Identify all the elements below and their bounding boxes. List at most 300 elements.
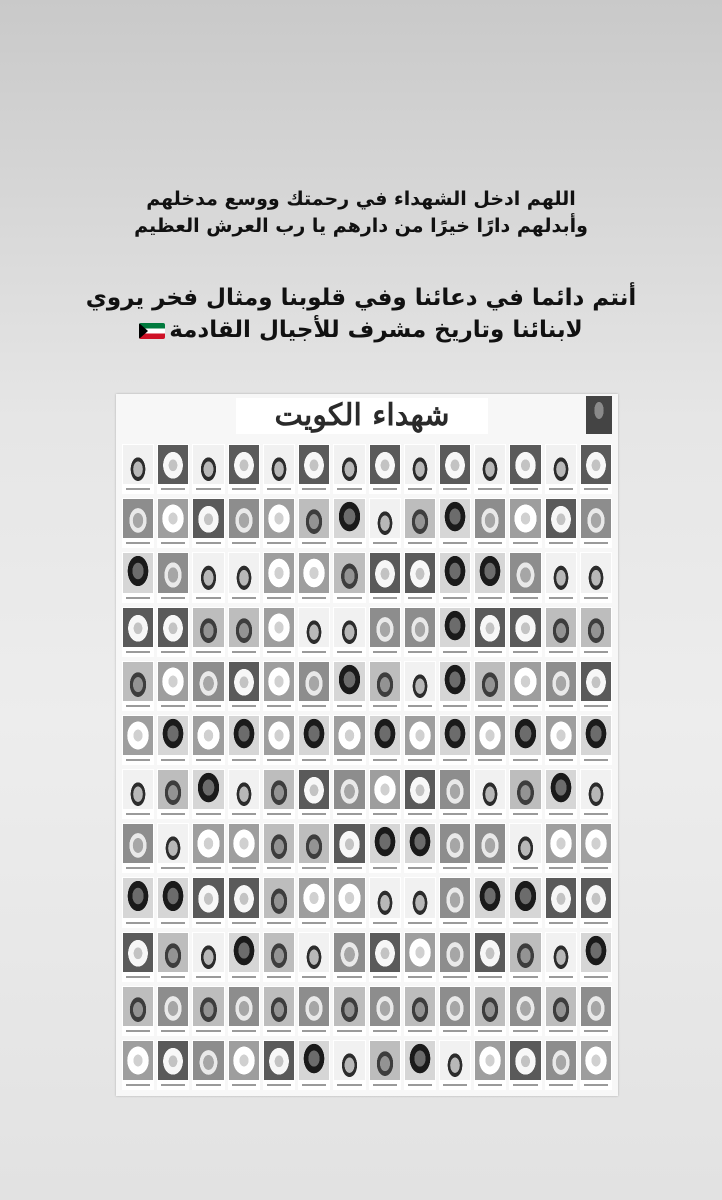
portrait-photo <box>264 499 294 538</box>
portrait-name-caption <box>443 542 467 544</box>
portrait-photo <box>299 608 329 647</box>
martyr-portrait <box>157 1040 189 1090</box>
martyrs-photo-grid <box>122 444 612 1090</box>
martyr-portrait <box>263 661 295 711</box>
portrait-photo <box>546 933 576 972</box>
tribute-line-2 <box>0 314 722 346</box>
martyr-portrait <box>263 498 295 548</box>
martyr-portrait <box>509 715 541 765</box>
portrait-name-caption <box>196 597 220 599</box>
portrait-name-caption <box>337 922 361 924</box>
portrait-name-caption <box>513 488 537 490</box>
martyr-portrait <box>298 823 330 873</box>
martyr-portrait <box>298 444 330 494</box>
portrait-photo <box>229 662 259 701</box>
portrait-name-caption <box>549 597 573 599</box>
portrait-photo <box>193 553 223 592</box>
martyr-portrait <box>439 552 471 602</box>
portrait-photo <box>405 499 435 538</box>
portrait-name-caption <box>549 922 573 924</box>
portrait-photo <box>229 445 259 484</box>
portrait-name-caption <box>161 705 185 707</box>
portrait-name-caption <box>267 813 291 815</box>
martyr-portrait <box>333 607 365 657</box>
portrait-photo <box>546 445 576 484</box>
martyr-portrait <box>439 607 471 657</box>
martyr-portrait <box>157 932 189 982</box>
martyr-portrait <box>333 552 365 602</box>
portrait-photo <box>123 445 153 484</box>
portrait-name-caption <box>408 597 432 599</box>
martyr-portrait <box>333 877 365 927</box>
tribute-caption <box>0 282 722 346</box>
portrait-photo <box>299 878 329 917</box>
portrait-photo <box>510 608 540 647</box>
martyr-portrait <box>580 932 612 982</box>
martyr-portrait <box>192 986 224 1036</box>
portrait-photo <box>229 1041 259 1080</box>
martyr-portrait <box>192 444 224 494</box>
portrait-photo <box>299 824 329 863</box>
portrait-name-caption <box>373 651 397 653</box>
martyr-portrait <box>228 986 260 1036</box>
portrait-photo <box>475 824 505 863</box>
portrait-name-caption <box>443 759 467 761</box>
portrait-photo <box>334 716 364 755</box>
portrait-photo <box>440 716 470 755</box>
martyr-portrait <box>474 986 506 1036</box>
portrait-name-caption <box>267 597 291 599</box>
martyr-portrait <box>298 1040 330 1090</box>
portrait-photo <box>299 716 329 755</box>
portrait-photo <box>334 662 364 701</box>
martyr-portrait <box>580 986 612 1036</box>
martyr-portrait <box>509 498 541 548</box>
portrait-name-caption <box>232 1084 256 1086</box>
portrait-photo <box>510 987 540 1026</box>
portrait-name-caption <box>373 542 397 544</box>
portrait-photo <box>581 662 611 701</box>
portrait-name-caption <box>232 488 256 490</box>
portrait-name-caption <box>549 1030 573 1032</box>
portrait-photo <box>405 824 435 863</box>
portrait-photo <box>510 499 540 538</box>
portrait-photo <box>370 770 400 809</box>
martyr-portrait <box>509 877 541 927</box>
portrait-name-caption <box>302 651 326 653</box>
portrait-photo <box>405 1041 435 1080</box>
portrait-photo <box>581 987 611 1026</box>
martyr-portrait <box>263 769 295 819</box>
portrait-name-caption <box>267 867 291 869</box>
portrait-name-caption <box>196 542 220 544</box>
portrait-name-caption <box>513 813 537 815</box>
portrait-photo <box>123 1041 153 1080</box>
tribute-line-2-text: لابنائنا وتاريخ مشرف للأجيال القادمة <box>169 317 583 343</box>
martyr-portrait <box>580 823 612 873</box>
martyr-portrait <box>192 715 224 765</box>
martyr-portrait <box>474 552 506 602</box>
martyr-portrait <box>333 444 365 494</box>
portrait-photo <box>299 987 329 1026</box>
portrait-name-caption <box>513 1030 537 1032</box>
portrait-photo <box>440 662 470 701</box>
martyr-portrait <box>580 498 612 548</box>
portrait-photo <box>193 933 223 972</box>
portrait-name-caption <box>373 867 397 869</box>
martyr-portrait <box>580 769 612 819</box>
tribute-line-1: أنتم دائما في دعائنا وفي قلوبنا ومثال فخر يروي <box>85 285 637 311</box>
portrait-name-caption <box>232 1030 256 1032</box>
portrait-name-caption <box>549 976 573 978</box>
portrait-photo <box>158 662 188 701</box>
martyr-portrait <box>192 1040 224 1090</box>
portrait-photo <box>123 878 153 917</box>
portrait-photo <box>264 933 294 972</box>
martyr-portrait <box>263 552 295 602</box>
portrait-photo <box>193 662 223 701</box>
portrait-photo <box>193 878 223 917</box>
martyr-portrait <box>545 498 577 548</box>
martyr-portrait <box>122 552 154 602</box>
portrait-name-caption <box>513 867 537 869</box>
portrait-photo <box>123 824 153 863</box>
martyr-portrait <box>509 823 541 873</box>
portrait-name-caption <box>478 867 502 869</box>
martyr-portrait <box>263 607 295 657</box>
martyr-portrait <box>509 607 541 657</box>
martyr-portrait <box>298 661 330 711</box>
martyr-portrait <box>509 1040 541 1090</box>
portrait-name-caption <box>513 542 537 544</box>
martyr-portrait <box>474 932 506 982</box>
martyr-portrait <box>122 607 154 657</box>
kuwait-flag-icon <box>139 323 165 339</box>
martyr-portrait <box>228 932 260 982</box>
portrait-photo <box>334 553 364 592</box>
martyr-portrait <box>474 498 506 548</box>
portrait-name-caption <box>161 976 185 978</box>
martyr-portrait <box>298 986 330 1036</box>
portrait-photo <box>546 770 576 809</box>
martyr-portrait <box>333 1040 365 1090</box>
martyr-portrait <box>474 877 506 927</box>
portrait-name-caption <box>126 651 150 653</box>
martyr-portrait <box>263 877 295 927</box>
martyr-portrait <box>122 1040 154 1090</box>
portrait-name-caption <box>549 1084 573 1086</box>
portrait-photo <box>475 662 505 701</box>
portrait-photo <box>193 716 223 755</box>
martyr-portrait <box>298 932 330 982</box>
martyr-portrait <box>192 769 224 819</box>
portrait-photo <box>264 553 294 592</box>
portrait-photo <box>158 987 188 1026</box>
martyr-portrait <box>263 715 295 765</box>
portrait-photo <box>229 824 259 863</box>
portrait-name-caption <box>373 488 397 490</box>
martyr-portrait <box>439 769 471 819</box>
portrait-photo <box>581 716 611 755</box>
portrait-name-caption <box>584 1030 608 1032</box>
portrait-name-caption <box>302 813 326 815</box>
portrait-name-caption <box>513 651 537 653</box>
portrait-name-caption <box>161 597 185 599</box>
portrait-photo <box>546 824 576 863</box>
portrait-photo <box>123 553 153 592</box>
martyr-portrait <box>439 823 471 873</box>
martyr-portrait <box>263 986 295 1036</box>
martyr-portrait <box>509 986 541 1036</box>
portrait-name-caption <box>302 542 326 544</box>
portrait-photo <box>264 608 294 647</box>
martyr-portrait <box>545 877 577 927</box>
portrait-name-caption <box>337 651 361 653</box>
martyr-portrait <box>333 823 365 873</box>
portrait-name-caption <box>478 813 502 815</box>
martyr-portrait <box>580 715 612 765</box>
portrait-name-caption <box>549 488 573 490</box>
portrait-photo <box>546 716 576 755</box>
portrait-name-caption <box>549 542 573 544</box>
martyr-portrait <box>157 823 189 873</box>
portrait-name-caption <box>513 597 537 599</box>
portrait-photo <box>264 445 294 484</box>
martyr-portrait <box>439 444 471 494</box>
portrait-name-caption <box>443 922 467 924</box>
portrait-name-caption <box>267 976 291 978</box>
martyr-portrait <box>369 715 401 765</box>
martyr-portrait <box>192 932 224 982</box>
portrait-name-caption <box>373 705 397 707</box>
portrait-name-caption <box>126 488 150 490</box>
portrait-name-caption <box>584 597 608 599</box>
martyr-portrait <box>192 877 224 927</box>
martyr-portrait <box>404 715 436 765</box>
portrait-photo <box>158 933 188 972</box>
portrait-name-caption <box>302 488 326 490</box>
portrait-photo <box>440 878 470 917</box>
martyr-portrait <box>122 444 154 494</box>
portrait-name-caption <box>443 1030 467 1032</box>
portrait-name-caption <box>478 1030 502 1032</box>
portrait-name-caption <box>196 705 220 707</box>
portrait-name-caption <box>161 759 185 761</box>
martyr-portrait <box>157 661 189 711</box>
portrait-name-caption <box>408 922 432 924</box>
portrait-name-caption <box>337 1084 361 1086</box>
portrait-name-caption <box>408 542 432 544</box>
martyr-portrait <box>404 661 436 711</box>
portrait-name-caption <box>232 542 256 544</box>
portrait-photo <box>475 1041 505 1080</box>
portrait-photo <box>193 1041 223 1080</box>
portrait-name-caption <box>232 922 256 924</box>
martyr-portrait <box>545 715 577 765</box>
portrait-photo <box>123 716 153 755</box>
portrait-name-caption <box>584 759 608 761</box>
martyr-portrait <box>122 986 154 1036</box>
portrait-photo <box>510 878 540 917</box>
martyr-portrait <box>369 932 401 982</box>
martyr-portrait <box>545 661 577 711</box>
portrait-photo <box>510 445 540 484</box>
martyr-portrait <box>228 498 260 548</box>
martyrs-poster <box>116 394 618 1096</box>
martyr-portrait <box>228 1040 260 1090</box>
martyr-portrait <box>263 823 295 873</box>
portrait-photo <box>581 553 611 592</box>
martyr-portrait <box>404 877 436 927</box>
portrait-photo <box>193 770 223 809</box>
portrait-photo <box>581 608 611 647</box>
portrait-photo <box>299 933 329 972</box>
portrait-name-caption <box>232 976 256 978</box>
martyr-portrait <box>192 552 224 602</box>
martyr-portrait <box>369 552 401 602</box>
portrait-photo <box>475 608 505 647</box>
portrait-name-caption <box>443 651 467 653</box>
portrait-name-caption <box>443 976 467 978</box>
portrait-name-caption <box>232 759 256 761</box>
martyr-portrait <box>439 715 471 765</box>
portrait-name-caption <box>513 922 537 924</box>
portrait-photo <box>510 824 540 863</box>
martyr-portrait <box>509 932 541 982</box>
portrait-name-caption <box>196 1030 220 1032</box>
martyr-portrait <box>439 877 471 927</box>
martyr-portrait <box>157 877 189 927</box>
martyr-portrait <box>404 769 436 819</box>
portrait-photo <box>510 716 540 755</box>
portrait-name-caption <box>408 759 432 761</box>
portrait-name-caption <box>408 813 432 815</box>
portrait-name-caption <box>549 705 573 707</box>
martyr-portrait <box>404 498 436 548</box>
martyr-portrait <box>545 444 577 494</box>
portrait-name-caption <box>478 976 502 978</box>
portrait-name-caption <box>513 976 537 978</box>
portrait-photo <box>299 770 329 809</box>
portrait-photo <box>229 499 259 538</box>
portrait-name-caption <box>478 705 502 707</box>
portrait-name-caption <box>161 488 185 490</box>
portrait-name-caption <box>196 922 220 924</box>
portrait-photo <box>546 553 576 592</box>
martyr-portrait <box>369 661 401 711</box>
martyr-portrait <box>298 769 330 819</box>
martyr-portrait <box>545 1040 577 1090</box>
portrait-name-caption <box>267 922 291 924</box>
portrait-photo <box>158 824 188 863</box>
portrait-name-caption <box>302 705 326 707</box>
portrait-name-caption <box>232 813 256 815</box>
portrait-name-caption <box>373 1030 397 1032</box>
portrait-name-caption <box>232 867 256 869</box>
portrait-name-caption <box>126 597 150 599</box>
portrait-name-caption <box>408 651 432 653</box>
martyr-portrait <box>263 932 295 982</box>
portrait-name-caption <box>408 705 432 707</box>
portrait-photo <box>229 716 259 755</box>
martyr-portrait <box>122 769 154 819</box>
portrait-name-caption <box>161 542 185 544</box>
portrait-photo <box>475 933 505 972</box>
portrait-photo <box>475 878 505 917</box>
portrait-photo <box>546 1041 576 1080</box>
portrait-name-caption <box>373 759 397 761</box>
martyr-portrait <box>192 823 224 873</box>
martyr-portrait <box>228 769 260 819</box>
portrait-name-caption <box>584 542 608 544</box>
martyr-portrait <box>228 823 260 873</box>
portrait-photo <box>546 608 576 647</box>
portrait-photo <box>229 933 259 972</box>
portrait-photo <box>299 553 329 592</box>
martyr-portrait <box>369 877 401 927</box>
portrait-photo <box>264 716 294 755</box>
portrait-photo <box>581 933 611 972</box>
portrait-name-caption <box>267 1030 291 1032</box>
portrait-photo <box>370 824 400 863</box>
portrait-photo <box>475 770 505 809</box>
portrait-name-caption <box>478 759 502 761</box>
portrait-photo <box>229 987 259 1026</box>
portrait-name-caption <box>584 705 608 707</box>
martyr-portrait <box>404 607 436 657</box>
martyr-portrait <box>509 552 541 602</box>
portrait-name-caption <box>584 1084 608 1086</box>
portrait-name-caption <box>584 651 608 653</box>
martyr-portrait <box>228 877 260 927</box>
portrait-photo <box>370 878 400 917</box>
portrait-name-caption <box>408 976 432 978</box>
portrait-name-caption <box>549 813 573 815</box>
portrait-name-caption <box>373 597 397 599</box>
portrait-name-caption <box>373 922 397 924</box>
martyr-portrait <box>157 552 189 602</box>
portrait-photo <box>581 445 611 484</box>
portrait-photo <box>193 499 223 538</box>
portrait-photo <box>405 987 435 1026</box>
portrait-photo <box>475 445 505 484</box>
portrait-name-caption <box>513 1084 537 1086</box>
portrait-name-caption <box>443 1084 467 1086</box>
martyr-portrait <box>545 932 577 982</box>
martyr-portrait <box>474 769 506 819</box>
martyr-portrait <box>333 986 365 1036</box>
martyr-portrait <box>509 661 541 711</box>
martyr-portrait <box>404 986 436 1036</box>
martyr-portrait <box>580 877 612 927</box>
portrait-photo <box>334 878 364 917</box>
portrait-photo <box>299 445 329 484</box>
martyr-portrait <box>439 498 471 548</box>
martyr-portrait <box>580 661 612 711</box>
portrait-name-caption <box>584 813 608 815</box>
martyr-portrait <box>369 986 401 1036</box>
martyr-portrait <box>545 552 577 602</box>
portrait-photo <box>334 608 364 647</box>
portrait-name-caption <box>478 922 502 924</box>
portrait-name-caption <box>267 705 291 707</box>
portrait-photo <box>158 770 188 809</box>
martyr-portrait <box>509 769 541 819</box>
portrait-name-caption <box>232 705 256 707</box>
portrait-photo <box>405 553 435 592</box>
martyr-portrait <box>369 823 401 873</box>
martyr-portrait <box>404 1040 436 1090</box>
